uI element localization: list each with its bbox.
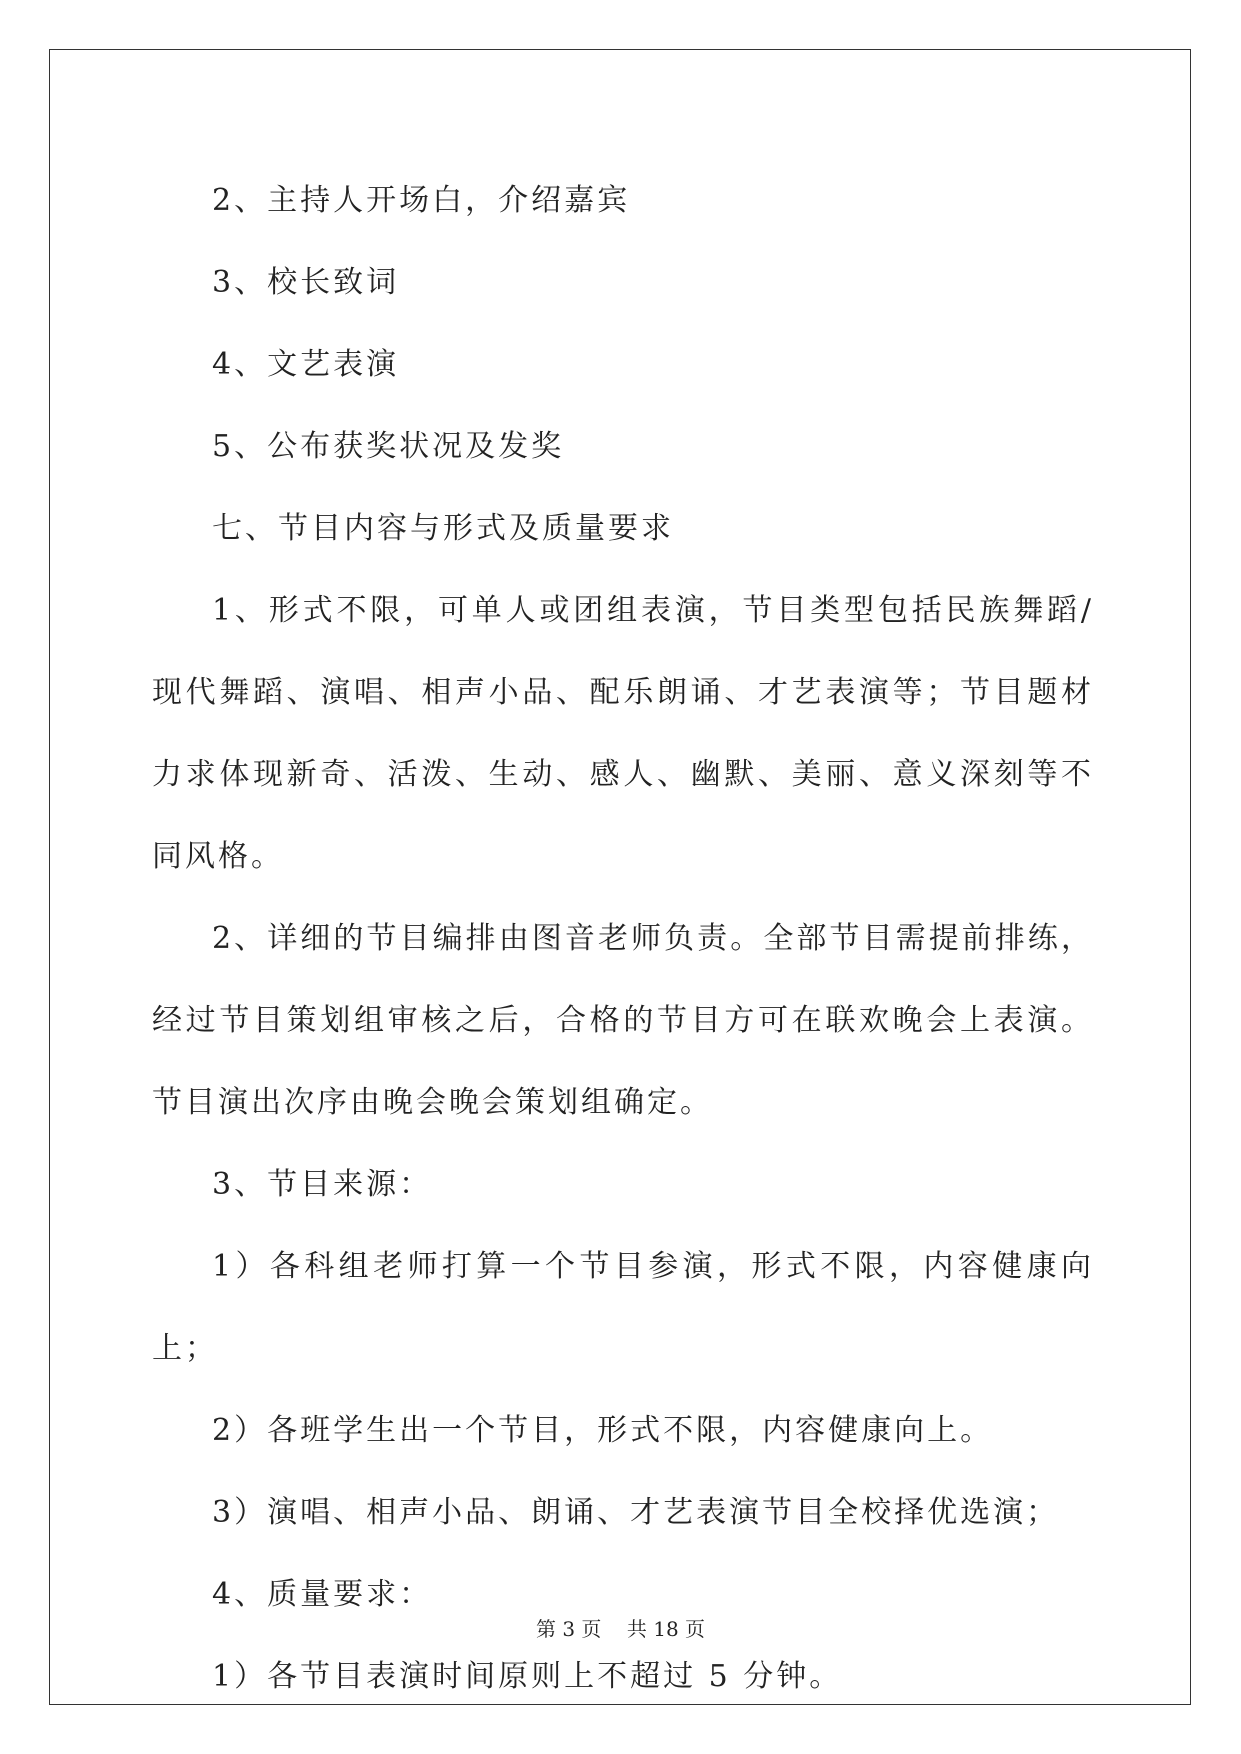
- total-pages-indicator: 共 18 页: [626, 1617, 706, 1641]
- current-page-indicator: 第 3 页: [535, 1617, 602, 1641]
- page-footer: [0, 1613, 1241, 1642]
- quality-requirements-heading: 4、质量要求：: [212, 1577, 433, 1612]
- document-body: [152, 160, 1094, 1718]
- program-source-heading: 3、节目来源：: [212, 1167, 433, 1202]
- section-heading-7: 七、节目内容与形式及质量要求: [212, 511, 674, 546]
- program-source-item-1: 1）各科组老师打算一个节目参演，形式不限，内容健康向上；: [152, 1249, 1094, 1366]
- paragraph-arrangement: 2、详细的节目编排由图音老师负责。全部节目需提前排练，经过节目策划组审核之后，合格的节目方可在联欢晚会上表演。节目演出次序由晚会晚会策划组确定。: [152, 921, 1094, 1120]
- quality-requirement-item-1: 1）各节目表演时间原则上不超过 5 分钟。: [212, 1659, 843, 1694]
- list-item-2: 2、主持人开场白，介绍嘉宾: [212, 183, 631, 218]
- program-source-item-3: 3）演唱、相声小品、朗诵、才艺表演节目全校择优选演；: [212, 1495, 1060, 1530]
- list-item-5: 5、公布获奖状况及发奖: [212, 429, 565, 464]
- list-item-3: 3、校长致词: [212, 265, 400, 300]
- list-item-4: 4、文艺表演: [212, 347, 400, 382]
- paragraph-form: 1、形式不限，可单人或团组表演，节目类型包括民族舞蹈/现代舞蹈、演唱、相声小品、配乐朗诵、才艺表演等；节目题材力求体现新奇、活泼、生动、感人、幽默、美丽、意义深刻等不同风格。: [152, 593, 1094, 874]
- program-source-item-2: 2）各班学生出一个节目，形式不限，内容健康向上。: [212, 1413, 994, 1448]
